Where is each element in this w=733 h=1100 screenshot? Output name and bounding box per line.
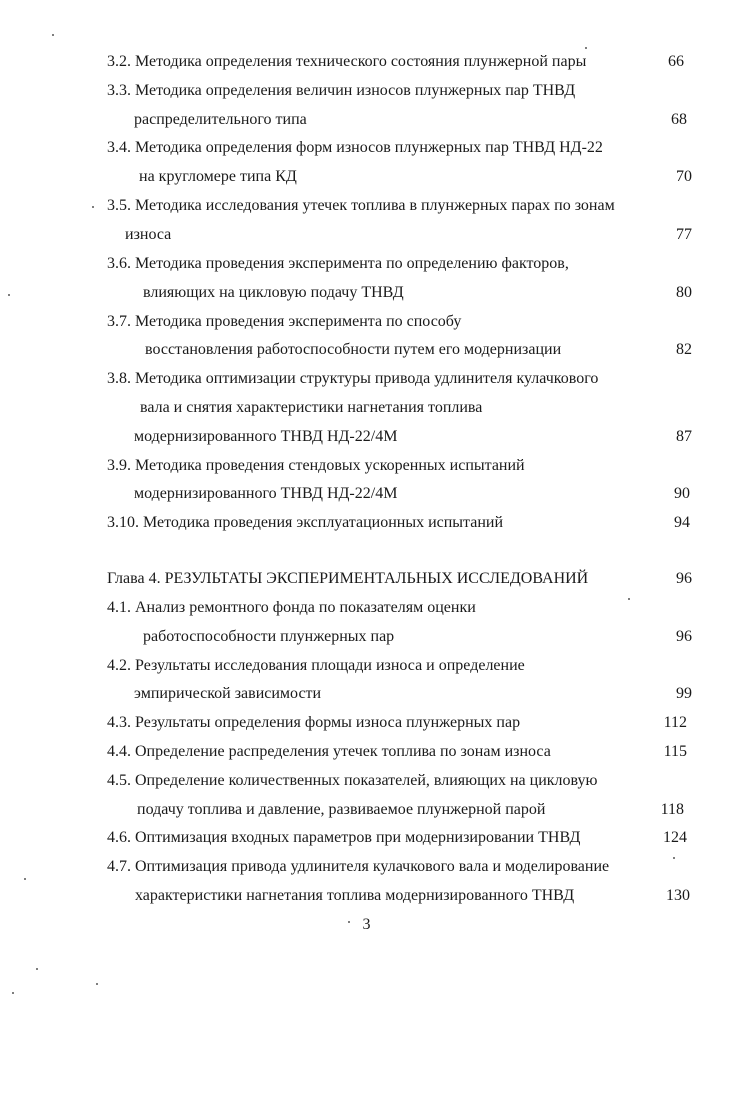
- scan-speck: [96, 983, 98, 985]
- toc-line: 4.4. Определение распределения утечек топлива по зонам износа: [107, 743, 551, 760]
- toc-line: подачу топлива и давление, развиваемое плунжерной парой: [137, 801, 546, 818]
- toc-page-number: 82: [676, 341, 692, 358]
- toc-page-number: 112: [663, 714, 687, 731]
- toc-page-number: 80: [676, 284, 692, 301]
- toc-line: на кругломере типа КД: [139, 168, 297, 185]
- toc-line: 3.6. Методика проведения эксперимента по определению факторов,: [107, 255, 569, 272]
- toc-page-number: 115: [663, 743, 687, 760]
- scan-speck: [52, 34, 54, 36]
- toc-page-number: 87: [676, 428, 692, 445]
- toc-line: 3.8. Методика оптимизации структуры привода удлинителя кулачкового: [107, 370, 599, 387]
- toc-page-number: 66: [668, 53, 684, 70]
- toc-page-number: 96: [676, 628, 692, 645]
- scan-speck: [673, 857, 675, 859]
- scan-speck: [36, 968, 38, 970]
- toc-page-number: 124: [663, 829, 687, 846]
- toc-line: 3.5. Методика исследования утечек топлива в плунжерных парах по зонам: [107, 197, 615, 214]
- toc-page-number: 118: [660, 801, 684, 818]
- toc-line: 4.5. Определение количественных показателей, влияющих на цикловую: [107, 772, 598, 789]
- toc-page-number: 70: [676, 168, 692, 185]
- toc-page-number: 68: [671, 111, 687, 128]
- toc-line: 4.6. Оптимизация входных параметров при модернизировании ТНВД: [107, 829, 581, 846]
- scan-speck: [8, 294, 10, 296]
- toc-line: характеристики нагнетания топлива модернизированного ТНВД: [135, 887, 575, 904]
- scan-speck: [92, 206, 94, 208]
- toc-line: модернизированного ТНВД НД-22/4М: [134, 485, 398, 502]
- toc-line: износа: [125, 226, 172, 243]
- toc-page-number: 99: [676, 685, 692, 702]
- toc-line: вала и снятия характеристики нагнетания топлива: [140, 399, 483, 416]
- toc-line: восстановления работоспособности путем его модернизации: [145, 341, 562, 358]
- toc-line: 3.3. Методика определения величин износов плунжерных пар ТНВД: [107, 82, 576, 99]
- scan-speck: [24, 878, 26, 880]
- toc-line: эмпирической зависимости: [134, 685, 322, 702]
- scan-speck: [628, 598, 630, 600]
- toc-line: 4.1. Анализ ремонтного фонда по показателям оценки: [107, 599, 476, 616]
- toc-line: 3.9. Методика проведения стендовых ускоренных испытаний: [107, 457, 525, 474]
- page-number: 3: [362, 916, 371, 933]
- toc-line: 3.2. Методика определения технического состояния плунжерной пары: [107, 53, 587, 70]
- toc-line: работоспособности плунжерных пар: [143, 628, 395, 645]
- toc-page-number: 90: [674, 485, 690, 502]
- toc-line: 4.3. Результаты определения формы износа плунжерных пар: [107, 714, 521, 731]
- toc-line: распределительного типа: [134, 111, 307, 128]
- toc-page-number: 96: [676, 570, 692, 587]
- scan-speck: [585, 47, 587, 49]
- toc-line: влияющих на цикловую подачу ТНВД: [143, 284, 404, 301]
- toc-line: 4.2. Результаты исследования площади износа и определение: [107, 657, 525, 674]
- toc-line: модернизированного ТНВД НД-22/4М: [134, 428, 398, 445]
- toc-line: 4.7. Оптимизация привода удлинителя кулачкового вала и моделирование: [107, 858, 610, 875]
- toc-line: 3.4. Методика определения форм износов плунжерных пар ТНВД НД-22: [107, 139, 603, 156]
- toc-page-number: 77: [676, 226, 692, 243]
- toc-chapter-heading: Глава 4. РЕЗУЛЬТАТЫ ЭКСПЕРИМЕНТАЛЬНЫХ ИССЛЕДОВАНИЙ: [107, 570, 589, 587]
- toc-page-number: 130: [666, 887, 690, 904]
- scan-speck: [348, 921, 350, 923]
- toc-line: 3.10. Методика проведения эксплуатационных испытаний: [107, 514, 504, 531]
- toc-line: 3.7. Методика проведения эксперимента по способу: [107, 313, 462, 330]
- scan-speck: [12, 992, 14, 994]
- toc-page-number: 94: [674, 514, 690, 531]
